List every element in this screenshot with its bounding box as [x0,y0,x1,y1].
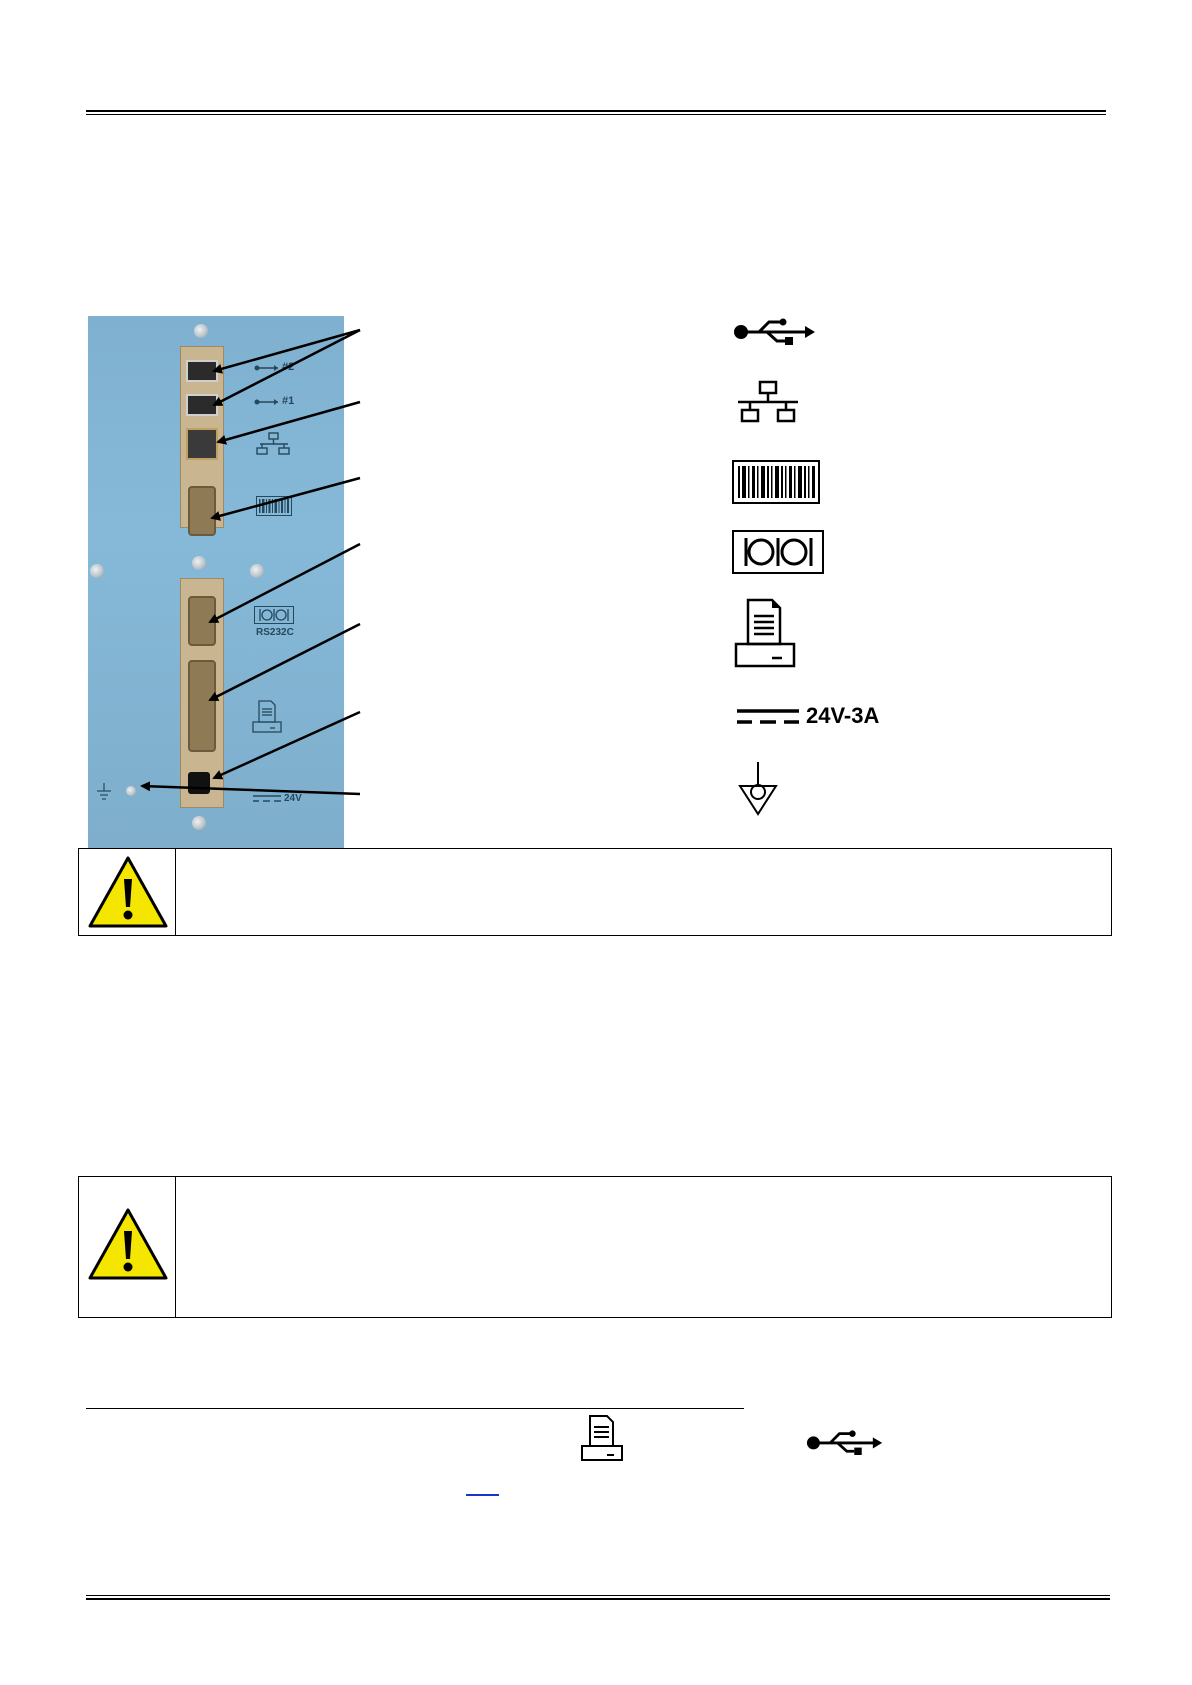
usb-icon [733,316,817,346]
warning-box-2 [78,1176,1112,1318]
usb-icon [806,1428,884,1456]
warning-box-1 [78,848,1112,936]
footer-rule-thin [86,1595,1110,1596]
ground-icon [738,760,778,818]
printer-icon [580,1414,624,1462]
network-icon [736,380,800,424]
barcode-icon [732,460,820,504]
footer-rule-thick [86,1598,1110,1600]
usb1-label: #1 [282,395,295,407]
warning-icon [87,1207,169,1281]
dc-power-icon [736,706,800,728]
link-underline[interactable] [466,1494,499,1496]
rs232-label: RS232C [256,627,294,638]
warning-icon [87,855,169,929]
serial-port-icon [732,530,824,574]
power-label: 24V [284,793,302,804]
footnote-rule [86,1408,744,1409]
printer-icon [734,598,796,670]
power-rating-label: 24V-3A [806,703,880,728]
usb2-label: #2 [282,361,295,373]
